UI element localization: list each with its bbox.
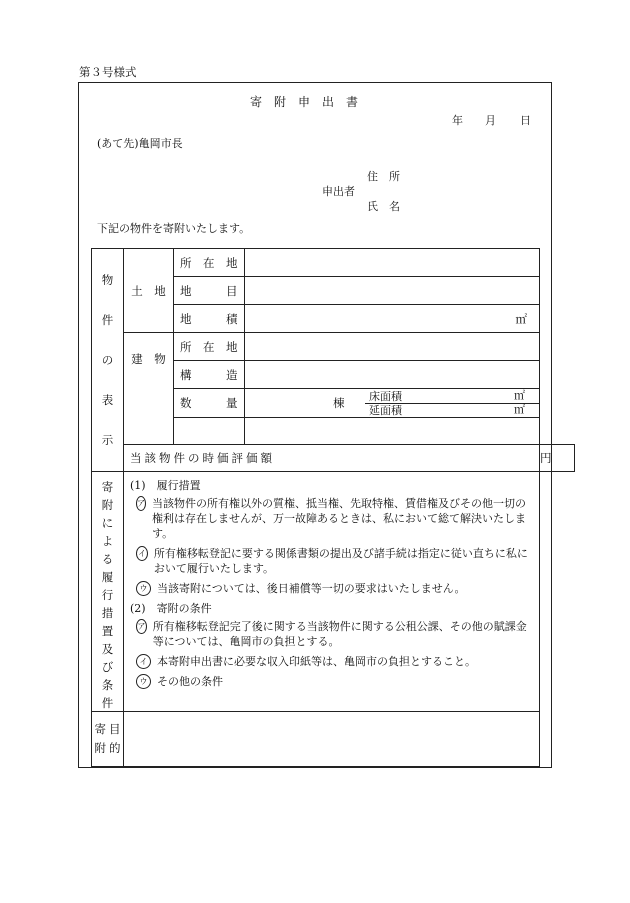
conditions-header-char: 履 bbox=[101, 570, 114, 584]
applicant-label: 申出者 bbox=[322, 185, 355, 198]
land-area-unit: ㎡ bbox=[515, 311, 527, 326]
floor-area-label: 床面積 bbox=[369, 390, 402, 403]
property-header-char: 物 bbox=[101, 273, 114, 287]
form-number: 第３号様式 bbox=[79, 65, 137, 79]
purpose-header-char: 寄 bbox=[94, 722, 106, 736]
circle-u-icon: ウ bbox=[136, 674, 151, 689]
addressee: (あて先)亀岡市長 bbox=[97, 137, 183, 150]
purpose-value[interactable] bbox=[124, 712, 540, 767]
building-structure-label: 構 造 bbox=[174, 361, 245, 389]
conditions-header-char: 行 bbox=[101, 588, 114, 602]
conditions-header-char: 措 bbox=[101, 606, 114, 620]
section2-heading: (2) 寄附の条件 bbox=[130, 602, 212, 615]
circle-a-icon: ア bbox=[136, 496, 146, 511]
conditions-header-char: 条 bbox=[101, 678, 114, 692]
circle-i-icon: イ bbox=[136, 654, 151, 669]
purpose-header-char: 附 bbox=[94, 741, 106, 755]
intro-text: 下記の物件を寄附いたします。 bbox=[97, 222, 251, 235]
building-extra-label bbox=[174, 418, 245, 445]
conditions-header-char: 寄 bbox=[101, 480, 114, 494]
property-header-char: の bbox=[101, 353, 114, 367]
property-header bbox=[92, 268, 123, 452]
circle-a-icon: ア bbox=[136, 619, 147, 634]
date-month: 月 bbox=[485, 114, 496, 127]
conditions-header-char: 置 bbox=[101, 624, 114, 638]
building-structure-value[interactable] bbox=[245, 361, 540, 389]
building-location-label: 所 在 地 bbox=[174, 333, 245, 361]
conditions-header-char: 及 bbox=[101, 642, 114, 656]
floor-area-unit: ㎡ bbox=[514, 389, 525, 402]
land-area-label: 地 積 bbox=[174, 305, 245, 333]
valuation-unit: 円 bbox=[540, 451, 552, 465]
land-location-label: 所 在 地 bbox=[174, 249, 245, 277]
purpose-header-char: 的 bbox=[109, 741, 121, 755]
property-header-char: 表 bbox=[101, 393, 114, 407]
building-label: 建 物 bbox=[124, 333, 174, 445]
circle-i-icon: イ bbox=[136, 546, 148, 561]
applicant-address-label: 住 所 bbox=[367, 170, 400, 183]
conditions-header-char: び bbox=[101, 660, 114, 674]
form-title: 寄 附 申 出 書 bbox=[250, 95, 359, 109]
building-location-value[interactable] bbox=[245, 333, 540, 361]
circle-u-icon: ウ bbox=[136, 581, 151, 596]
applicant-name-label: 氏 名 bbox=[367, 200, 400, 213]
date-day: 日 bbox=[520, 114, 531, 127]
section2-item-u: ウ その他の条件 bbox=[136, 674, 529, 689]
total-floor-area-unit: ㎡ bbox=[514, 403, 525, 416]
land-category-label: 地 目 bbox=[174, 277, 245, 305]
section1-heading: (1) 履行措置 bbox=[130, 479, 201, 492]
property-header-char: 示 bbox=[101, 433, 114, 447]
purpose-header-char: 目 bbox=[109, 722, 121, 736]
property-header-char: 件 bbox=[101, 313, 114, 327]
property-table bbox=[91, 248, 575, 767]
conditions-body bbox=[124, 472, 540, 712]
section2-item-a: ア 所有権移転登記完了後に関する当該物件に関する公租公課、その他の賦課金等については、亀岡市の負担とする。 bbox=[137, 620, 527, 648]
land-label: 土 地 bbox=[124, 249, 174, 333]
land-location-value[interactable] bbox=[245, 249, 540, 277]
purpose-col-2 bbox=[109, 720, 121, 758]
land-category-value[interactable] bbox=[245, 277, 540, 305]
section1-item-u: ウ 当該寄附については、後日補償等一切の要求はいたしません。 bbox=[136, 581, 529, 596]
ridge-label: 棟 bbox=[333, 396, 345, 410]
total-floor-area-label: 延面積 bbox=[369, 404, 402, 417]
section1-item-a: ア 当該物件の所有権以外の質権、抵当権、先取特権、賃借権及びその他一切の権利は存在しませんが、万一故障あるときは、私において総て解決いたします。 bbox=[137, 497, 526, 540]
conditions-header-char: 附 bbox=[101, 498, 114, 512]
land-area-value[interactable] bbox=[245, 305, 540, 333]
conditions-header-char: る bbox=[101, 552, 114, 566]
building-extra-value[interactable] bbox=[245, 418, 540, 445]
conditions-header-char: よ bbox=[101, 534, 114, 548]
building-quantity-label: 数 量 bbox=[174, 389, 245, 418]
valuation-value[interactable] bbox=[540, 445, 575, 472]
building-quantity-value[interactable] bbox=[245, 389, 540, 418]
conditions-header bbox=[92, 472, 124, 712]
purpose-header bbox=[92, 712, 124, 767]
property-header-cell bbox=[92, 249, 124, 472]
date-year: 年 bbox=[452, 114, 463, 127]
section1-item-i: イ 所有権移転登記に要する関係書類の提出及び諸手続は指定に従い直ちに私において履行いたします。 bbox=[137, 547, 528, 575]
conditions-header-char: 件 bbox=[101, 696, 114, 710]
conditions-header-char: に bbox=[101, 516, 114, 530]
section2-item-i: イ 本寄附申出書に必要な収入印紙等は、亀岡市の負担とすること。 bbox=[136, 654, 529, 669]
purpose-col-1 bbox=[95, 720, 107, 758]
valuation-label: 当該物件の時価評価額 bbox=[124, 445, 540, 472]
